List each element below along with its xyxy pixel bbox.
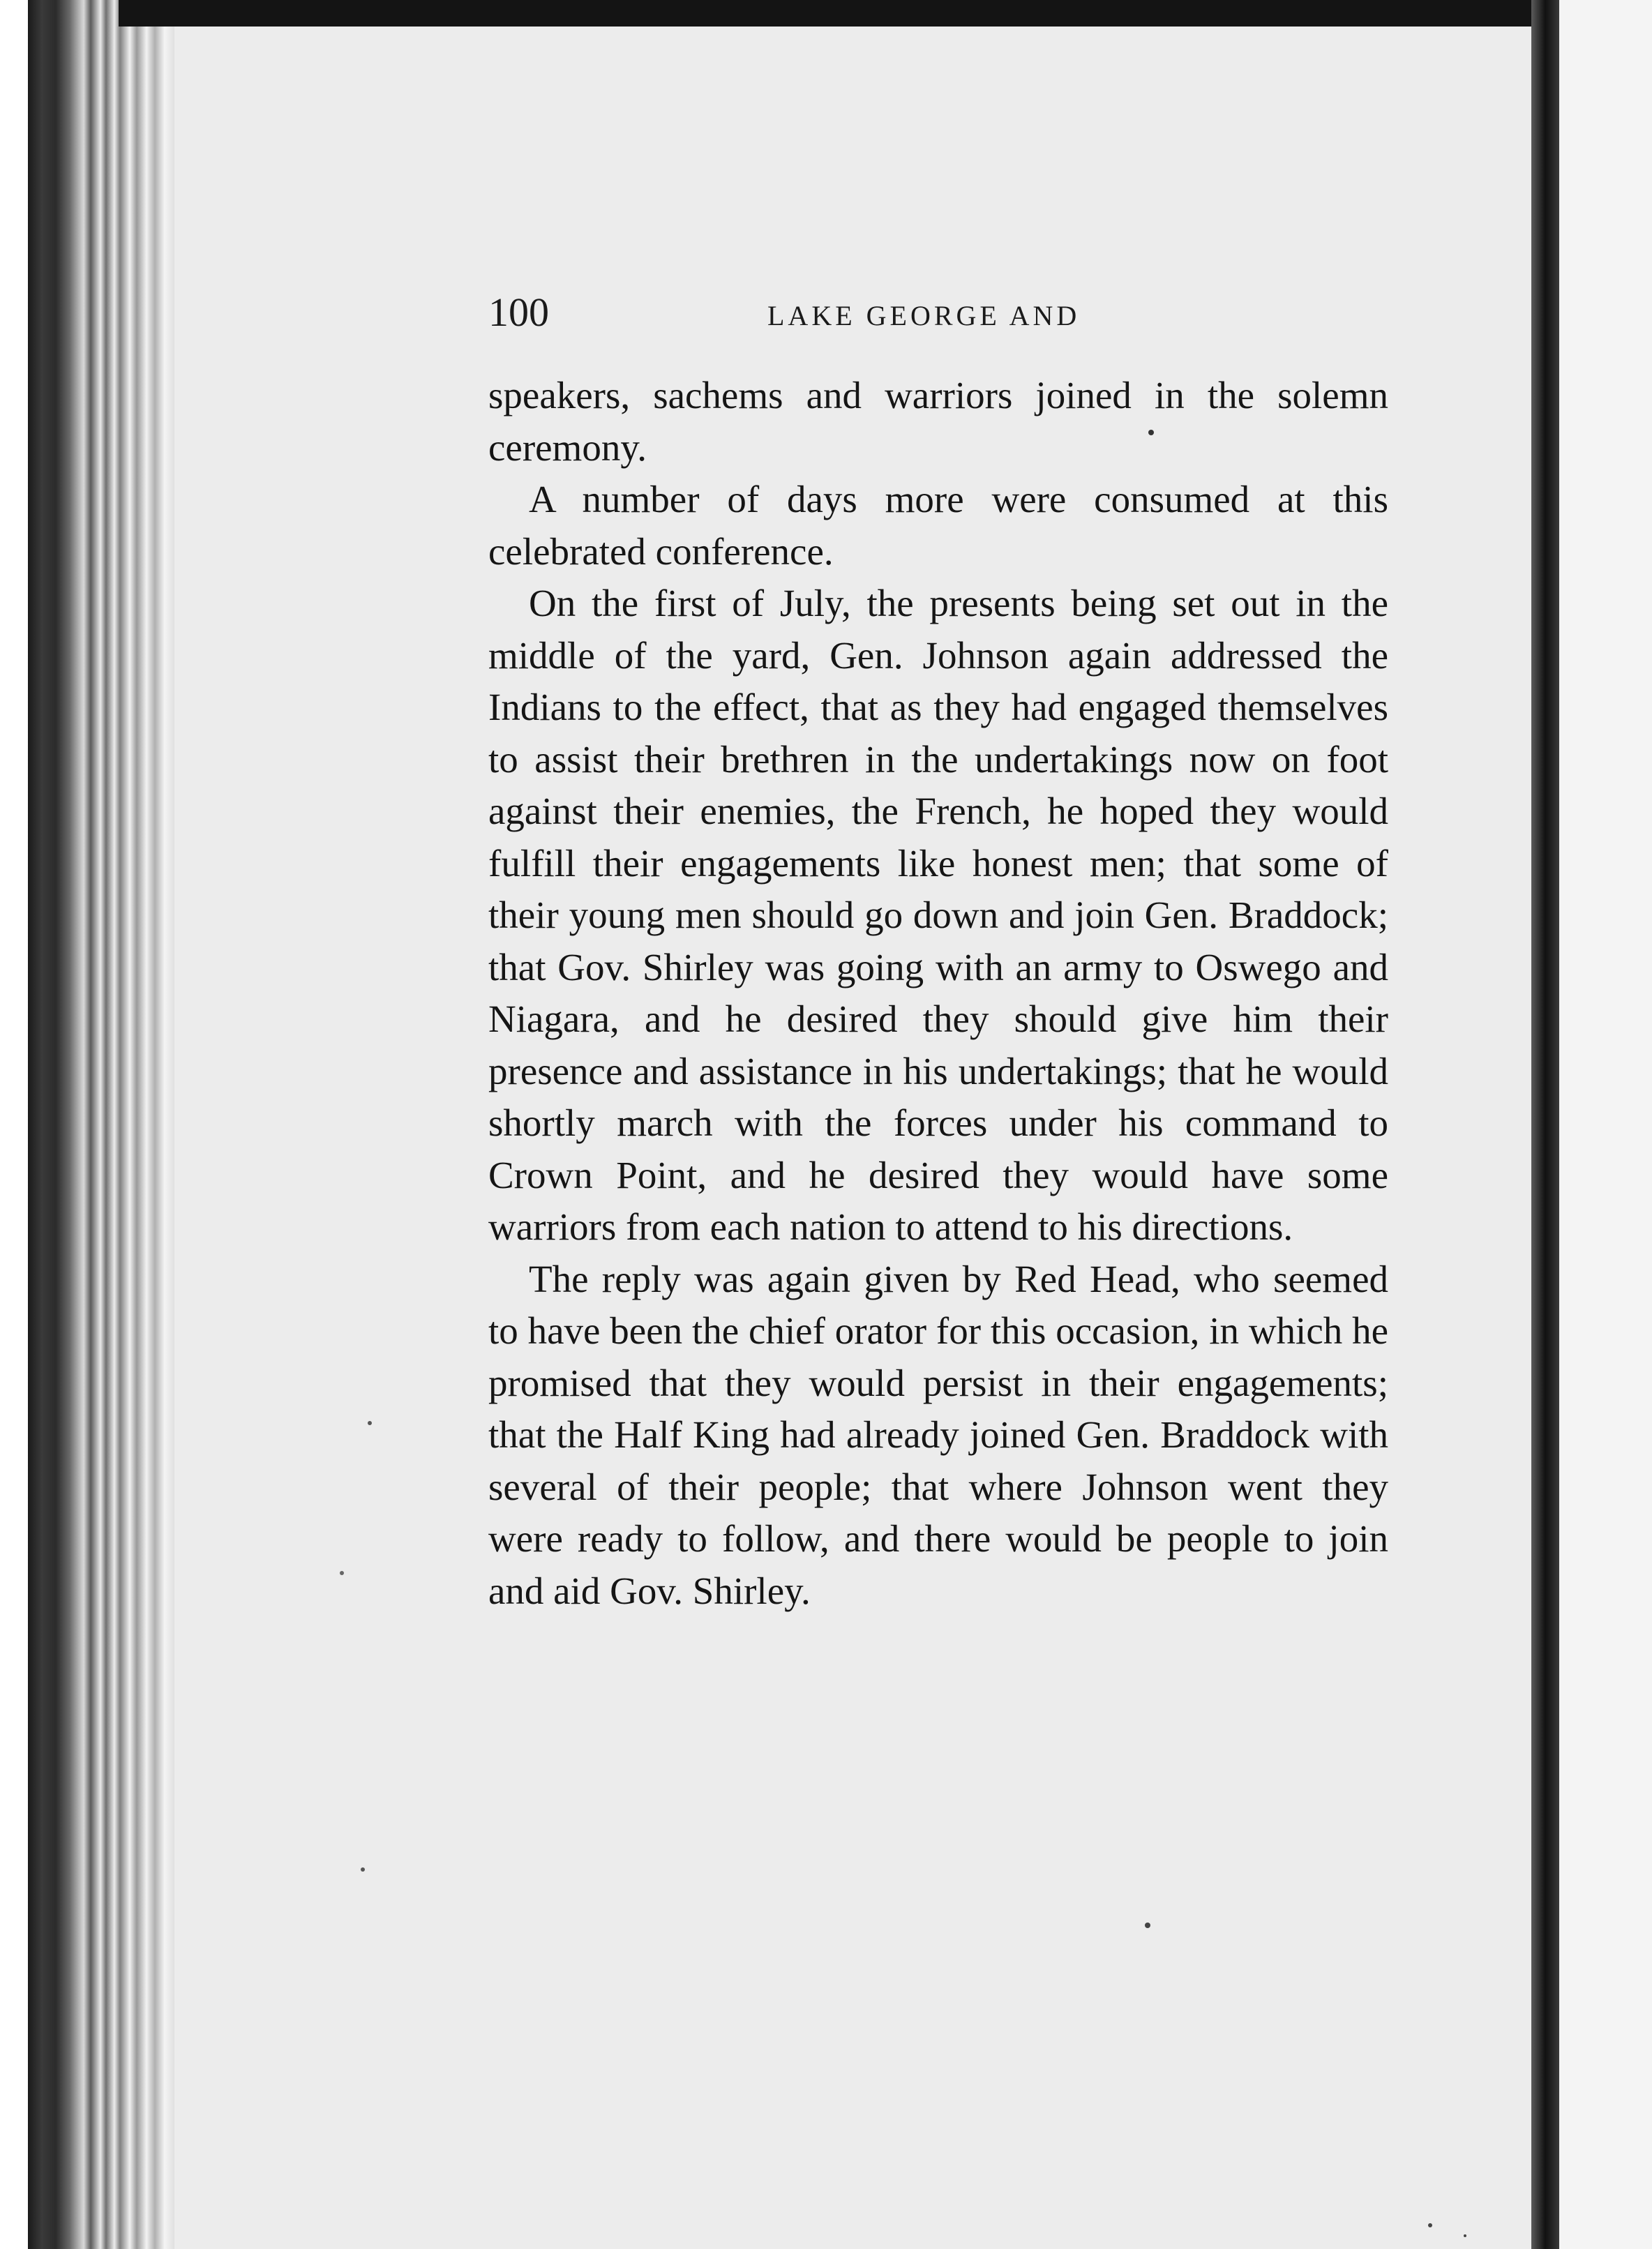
paragraph-1: speakers, sachems and warriors joined in the solemn ceremony. — [488, 374, 1388, 469]
running-head-title: LAKE GEORGE AND — [767, 300, 1081, 331]
body-text — [488, 370, 1388, 1617]
running-head — [488, 285, 1395, 340]
scan-left-border — [0, 0, 28, 2249]
book-gutter — [1531, 0, 1559, 2249]
paragraph-4: The reply was again given by Red Head, who seemed to have been the chief orator for this occasion, in which he promised that they would persist in their engagements; that the Half King had already joined Gen. Braddock with several of their people; that where Johnson went they were ready to follow, and there would be people to join and aid Gov. Shirley. — [488, 1257, 1388, 1612]
facing-page-edge — [1559, 0, 1652, 2249]
scan-top-border — [119, 0, 1549, 27]
book-page-edges — [28, 0, 174, 2249]
page-number: 100 — [488, 289, 549, 335]
paragraph-2: A number of days more were consumed at this celebrated conference. — [488, 478, 1388, 573]
paragraph-3: On the first of July, the presents being set out in the middle of the yard, Gen. Johnson again addressed the Indians to the effect, that as they had engaged themselves to assist their brethren in the undertakings now on foot against their enemies, the French, he hoped they would fulfill their engagements like honest men; that some of their young men should go down and join Gen. Braddock; that Gov. Shirley was going with an army to Oswego and Niagara, and he desired they should give him their presence and assistance in his undertakings; that he would shortly march with the forces under his command to Crown Point, and he desired they would have some warriors from each nation to attend to his directions. — [488, 582, 1388, 1248]
